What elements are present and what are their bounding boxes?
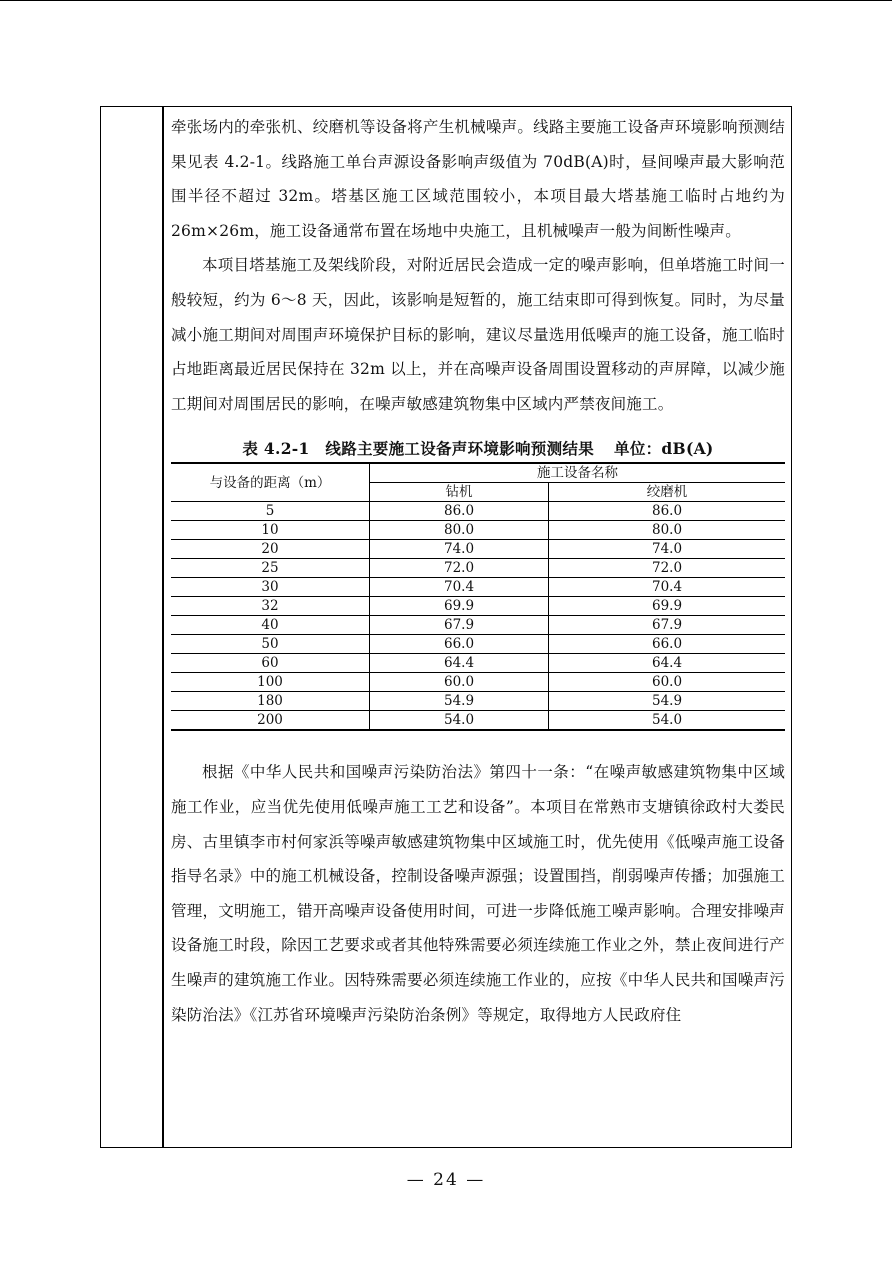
table-row bbox=[171, 521, 785, 540]
header-winch: 绞磨机 bbox=[549, 483, 785, 502]
winch-cell: 54.9 bbox=[549, 692, 785, 711]
distance-cell: 50 bbox=[171, 635, 370, 654]
winch-cell: 67.9 bbox=[549, 616, 785, 635]
drill-cell: 66.0 bbox=[370, 635, 549, 654]
drill-cell: 74.0 bbox=[370, 540, 549, 559]
distance-cell: 20 bbox=[171, 540, 370, 559]
table-title: 表 4.2-1 线路主要施工设备声环境影响预测结果 bbox=[242, 439, 595, 459]
drill-cell: 54.9 bbox=[370, 692, 549, 711]
winch-cell: 86.0 bbox=[549, 502, 785, 521]
table-row bbox=[171, 635, 785, 654]
spacer bbox=[171, 731, 785, 755]
winch-cell: 64.4 bbox=[549, 654, 785, 673]
drill-cell: 69.9 bbox=[370, 597, 549, 616]
paragraph-noise-law: 根据《中华人民共和国噪声污染防治法》第四十一条：“在噪声敏感建筑物集中区域施工作业，应当优先使用低噪声施工工艺和设备”。本项目在常熟市支塘镇徐政村大娄民房、古里镇李市村何家浜等噪声敏感建筑物集中区域施工时，优先使用《低噪声施工设备指导名录》中的施工机械设备，控制设备噪声源强；设置围挡，削弱噪声传播；加强施工管理，文明施工，错开高噪声设备使用时间，可进一步降低施工噪声影响。合理安排噪声设备施工时段，除因工艺要求或者其他特殊需要必须连续施工作业之外，禁止夜间进行产生噪声的建筑施工作业。因特殊需要必须连续施工作业的，应按《中华人民共和国噪声污染防治法》《江苏省环境噪声污染防治条例》等规定，取得地方人民政府住 bbox=[171, 763, 785, 1024]
table-row bbox=[171, 502, 785, 521]
paragraph-tower-impact: 本项目塔基施工及架线阶段，对附近居民会造成一定的噪声影响，但单塔施工时间一般较短，约为 6～8 天，因此，该影响是短暂的，施工结束即可得到恢复。同时，为尽量减小施工期间对周围声环境保护目标的影响，建议尽量选用低噪声的施工设备，施工临时占地距离最近居民保持在 32m 以上，并在高噪声设备周围设置移动的声屏障，以减少施工期间对周围居民的影响，在噪声敏感建筑物集中区域内严禁夜间施工。 bbox=[171, 256, 785, 413]
drill-cell: 72.0 bbox=[370, 559, 549, 578]
winch-cell: 60.0 bbox=[549, 673, 785, 692]
winch-cell: 54.0 bbox=[652, 712, 683, 729]
distance-cell: 32 bbox=[171, 597, 370, 616]
table-row bbox=[171, 578, 785, 597]
paragraph-construction-noise: 牵张场内的牵张机、绞磨机等设备将产生机械噪声。线路主要施工设备声环境影响预测结果见表 4.2-1。线路施工单台声源设备影响声级值为 70dB(A)时，昼间噪声最大影响范围半径不超过 32m。塔基区施工区域范围较小，本项目最大塔基施工临时占地约为 26m×26m，施工设备通常布置在场地中央施工，且机械噪声一般为间断性噪声。 bbox=[171, 118, 785, 240]
drill-cell: 64.4 bbox=[370, 654, 549, 673]
table-row bbox=[171, 597, 785, 616]
drill-cell: 54.0 bbox=[370, 711, 549, 731]
winch-cell: 72.0 bbox=[549, 559, 785, 578]
distance-cell: 180 bbox=[171, 692, 370, 711]
distance-cell: 25 bbox=[171, 559, 370, 578]
table-row bbox=[171, 654, 785, 673]
table-row bbox=[171, 673, 785, 692]
table-row bbox=[171, 692, 785, 711]
drill-cell: 60.0 bbox=[370, 673, 549, 692]
distance-cell: 5 bbox=[171, 502, 370, 521]
winch-cell: 74.0 bbox=[549, 540, 785, 559]
table-row bbox=[171, 616, 785, 635]
distance-cell: 30 bbox=[171, 578, 370, 597]
table-row bbox=[171, 711, 785, 731]
table-header-row bbox=[171, 463, 785, 483]
distance-cell: 60 bbox=[171, 654, 370, 673]
noise-prediction-table bbox=[171, 462, 785, 731]
winch-cell: 70.4 bbox=[549, 578, 785, 597]
table-row bbox=[171, 540, 785, 559]
distance-cell: 200 bbox=[171, 711, 370, 731]
column-divider bbox=[162, 107, 164, 1147]
top-rule bbox=[0, 0, 892, 1]
table-caption bbox=[171, 437, 785, 459]
distance-cell: 40 bbox=[171, 616, 370, 635]
drill-cell: 86.0 bbox=[370, 502, 549, 521]
winch-cell: 66.0 bbox=[549, 635, 785, 654]
table-unit: 单位：dB(A) bbox=[614, 439, 714, 459]
header-drill: 钻机 bbox=[370, 483, 549, 502]
winch-cell: 80.0 bbox=[549, 521, 785, 540]
distance-cell: 100 bbox=[171, 673, 370, 692]
drill-cell: 80.0 bbox=[370, 521, 549, 540]
header-distance: 与设备的距离（m） bbox=[171, 463, 370, 502]
header-equipment: 施工设备名称 bbox=[370, 463, 786, 483]
drill-cell: 67.9 bbox=[370, 616, 549, 635]
table-row bbox=[171, 559, 785, 578]
drill-cell: 70.4 bbox=[370, 578, 549, 597]
winch-cell: 69.9 bbox=[549, 597, 785, 616]
document-content bbox=[171, 110, 785, 1032]
page-number: — 24 — bbox=[406, 1170, 486, 1190]
distance-cell: 10 bbox=[171, 521, 370, 540]
